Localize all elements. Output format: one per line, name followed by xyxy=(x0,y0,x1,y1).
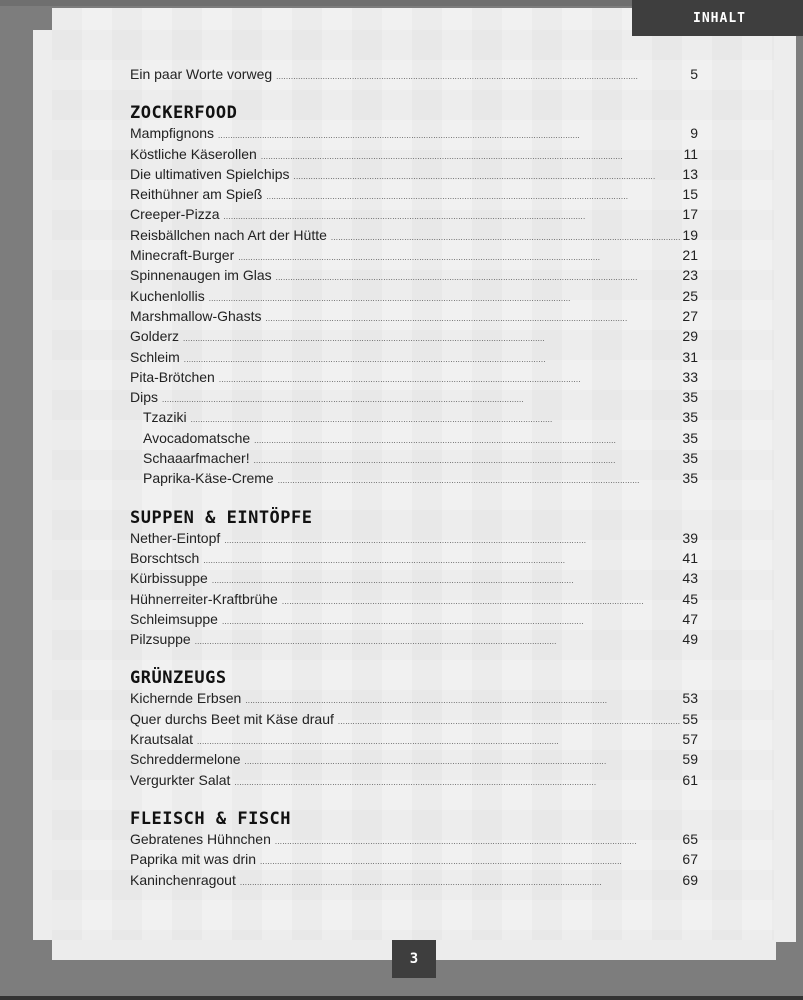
toc-entry-title: Schleim xyxy=(130,348,180,365)
toc-entry-page: 35 xyxy=(682,470,698,487)
toc-entry-title: Quer durchs Beet mit Käse drauf xyxy=(130,710,334,727)
section-heading: ZOCKERFOOD xyxy=(130,103,238,124)
toc-entry[interactable] xyxy=(130,347,698,367)
toc-entry-page: 57 xyxy=(682,731,698,748)
toc-entry-page: 17 xyxy=(682,206,698,223)
toc-entry-page: 31 xyxy=(682,348,698,365)
toc-entry-title: Ein paar Worte vorweg xyxy=(130,66,273,82)
toc-entry-title: Pita-Brötchen xyxy=(130,368,215,385)
section-heading: GRÜNZEUGS xyxy=(130,668,227,689)
toc-entry-title: Vergurkter Salat xyxy=(130,771,231,788)
toc-entry-page: 53 xyxy=(682,690,698,707)
leader-dots xyxy=(195,629,681,652)
toc-entry-page: 55 xyxy=(682,710,698,727)
toc-entry[interactable] xyxy=(130,548,698,568)
toc-entry[interactable] xyxy=(130,164,698,184)
toc-entry-title: Marshmallow-Ghasts xyxy=(130,307,262,324)
chapter-tab: INHALT xyxy=(632,0,803,36)
toc-entry-page: 33 xyxy=(682,368,698,385)
toc-entry-page: 49 xyxy=(682,631,698,648)
toc-entry[interactable] xyxy=(130,870,698,890)
toc-subentry[interactable] xyxy=(130,468,698,488)
toc-subentry[interactable] xyxy=(130,428,698,448)
toc-entry-title: Paprika-Käse-Creme xyxy=(143,470,274,487)
toc-entry-page: 21 xyxy=(682,247,698,264)
toc-entry-title: Hühnerreiter-Kraftbrühe xyxy=(130,590,278,607)
toc-entry-page: 13 xyxy=(682,165,698,182)
toc-entry[interactable] xyxy=(130,245,698,265)
toc-entry-intro[interactable] xyxy=(130,64,698,84)
toc-entry-page: 43 xyxy=(682,570,698,587)
section-heading: SUPPEN & EINTÖPFE xyxy=(130,507,313,528)
toc-entry-page: 27 xyxy=(682,307,698,324)
toc-entry-page: 39 xyxy=(682,529,698,546)
toc-entry-title: Nether-Eintopf xyxy=(130,529,221,546)
toc-entry[interactable] xyxy=(130,286,698,306)
toc-entry[interactable] xyxy=(130,367,698,387)
toc-subentry[interactable] xyxy=(130,407,698,427)
toc-entry-title: Schleimsuppe xyxy=(130,610,218,627)
toc-entry[interactable] xyxy=(130,749,698,769)
toc-entry[interactable] xyxy=(130,144,698,164)
toc-entry[interactable] xyxy=(130,225,698,245)
toc-subentry[interactable] xyxy=(130,448,698,468)
toc-entry-page: 65 xyxy=(682,830,698,847)
toc-entry[interactable] xyxy=(130,709,698,729)
page-edge-bottom-right xyxy=(436,940,776,960)
frame-bottom xyxy=(0,996,803,1000)
toc-entry-page: 11 xyxy=(683,145,698,162)
toc-entry[interactable] xyxy=(130,729,698,749)
toc-entry-page: 23 xyxy=(682,267,698,284)
toc-entry-title: Schreddermelone xyxy=(130,751,241,768)
toc-entry-title: Die ultimativen Spielchips xyxy=(130,165,290,182)
toc-entry-title: Köstliche Käserollen xyxy=(130,145,257,162)
toc-entry[interactable] xyxy=(130,123,698,143)
toc-entry-title: Spinnenaugen im Glas xyxy=(130,267,272,284)
toc-entry-title: Golderz xyxy=(130,328,180,345)
toc-entry-page: 41 xyxy=(682,549,698,566)
toc-entry[interactable] xyxy=(130,849,698,869)
toc-entry-title: Tzaziki xyxy=(143,409,187,426)
toc-entry-title: Minecraft-Burger xyxy=(130,247,235,264)
toc-entry[interactable] xyxy=(130,306,698,326)
toc-entry-title: Kaninchenragout xyxy=(130,871,236,888)
toc-entry-title: Gebratenes Hühnchen xyxy=(130,830,271,847)
toc-entry[interactable] xyxy=(130,204,698,224)
toc-entry[interactable] xyxy=(130,688,698,708)
toc-entry[interactable] xyxy=(130,265,698,285)
toc-entry-page: 45 xyxy=(682,590,698,607)
leader-dots xyxy=(276,64,688,87)
toc-entry[interactable] xyxy=(130,629,698,649)
toc-entry-page: 19 xyxy=(682,226,698,243)
toc-entry-title: Kürbissuppe xyxy=(130,570,208,587)
toc-entry-page: 59 xyxy=(682,751,698,768)
toc-entry-page: 35 xyxy=(682,429,698,446)
toc-entry-page: 47 xyxy=(682,610,698,627)
toc-entry-page: 69 xyxy=(682,871,698,888)
toc-entry-title: Kichernde Erbsen xyxy=(130,690,242,707)
toc-entry-title: Pilzsuppe xyxy=(130,631,191,648)
toc-entry[interactable] xyxy=(130,184,698,204)
toc-entry-title: Kuchenlollis xyxy=(130,287,205,304)
toc-entry-page: 25 xyxy=(682,287,698,304)
toc-entry-title: Paprika mit was drin xyxy=(130,851,257,868)
toc-entry[interactable] xyxy=(130,568,698,588)
toc-entry[interactable] xyxy=(130,528,698,548)
table-of-contents xyxy=(130,64,698,890)
toc-entry[interactable] xyxy=(130,387,698,407)
toc-entry-title: Borschtsch xyxy=(130,549,200,566)
toc-entry-page: 5 xyxy=(690,66,698,82)
toc-entry[interactable] xyxy=(130,770,698,790)
toc-entry[interactable] xyxy=(130,609,698,629)
section-heading: FLEISCH & FISCH xyxy=(130,808,292,829)
toc-entry-title: Reisbällchen nach Art der Hütte xyxy=(130,226,327,243)
toc-entry-page: 35 xyxy=(682,389,698,406)
toc-entry-page: 15 xyxy=(682,186,698,203)
toc-entry-page: 29 xyxy=(682,328,698,345)
page-number: 3 xyxy=(392,940,436,978)
toc-entry[interactable] xyxy=(130,829,698,849)
toc-entry-title: Krautsalat xyxy=(130,731,194,748)
toc-entry-title: Dips xyxy=(130,389,159,406)
toc-entry-title: Avocadomatsche xyxy=(143,429,251,446)
leader-dots xyxy=(240,870,681,893)
toc-entry-page: 67 xyxy=(682,851,698,868)
toc-entry-page: 61 xyxy=(682,771,698,788)
toc-entry-title: Creeper-Pizza xyxy=(130,206,220,223)
page-edge-bottom-left xyxy=(52,940,392,960)
toc-entry-title: Schaaarfmacher! xyxy=(143,450,250,467)
toc-entry-page: 35 xyxy=(682,409,698,426)
toc-entry[interactable] xyxy=(130,326,698,346)
toc-entry-title: Mampfignons xyxy=(130,125,215,142)
leader-dots xyxy=(278,468,681,491)
toc-entry-page: 35 xyxy=(682,450,698,467)
toc-entry-page: 9 xyxy=(690,125,698,142)
toc-entry-title: Reithühner am Spieß xyxy=(130,186,263,203)
leader-dots xyxy=(234,770,680,793)
toc-entry[interactable] xyxy=(130,589,698,609)
